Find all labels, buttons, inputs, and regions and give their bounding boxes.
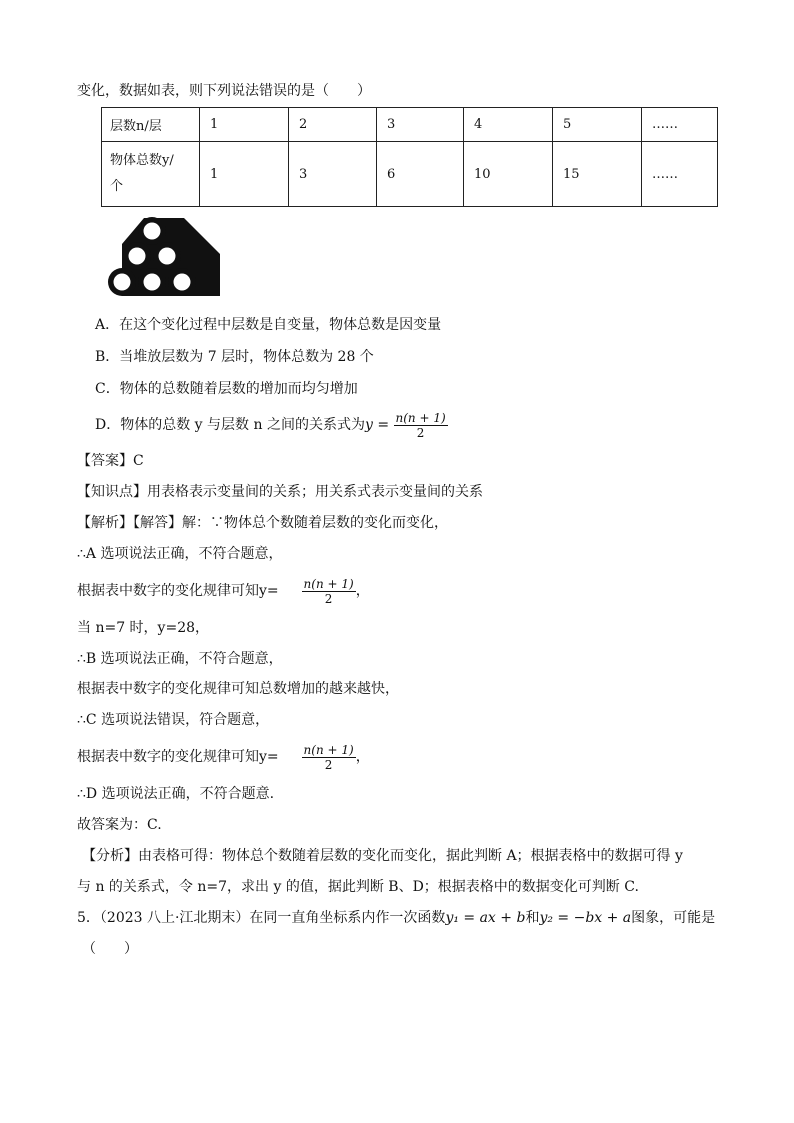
row2-header [102,142,200,207]
table-row [102,142,718,207]
table-cell: …… [642,142,718,207]
analysis-intro: 【解析】【解答】解：∵物体总个数随着层数的变化而变化， [77,515,448,531]
stacked-pipes-image [104,214,224,300]
table-cell: 5 [553,108,642,142]
analysis-text: ， [355,583,370,599]
table-cell: …… [642,108,718,142]
question-5-function-1: y₁ = ax + b [445,910,526,926]
fraction-denominator: 2 [324,591,333,606]
analysis-line: 当 n=7 时，y=28， [77,620,210,636]
row2-header-line1: 物体总数y/ [110,153,174,168]
table-row [102,108,718,142]
option-d-formula-lhs: y = [364,417,390,433]
table-cell: 2 [289,108,377,142]
analysis-fraction [302,743,356,772]
answer-label: 【答案】 [77,453,133,469]
analysis-line [77,573,370,609]
question-5-text: 和 [525,910,540,926]
answer-line [77,451,144,471]
question-5 [77,908,715,928]
option-d-text: D．物体的总数 y 与层数 n 之间的关系式为 [95,417,365,433]
option-b: B．当堆放层数为 7 层时，物体总数为 28 个 [95,349,374,365]
analysis-line: 根据表中数字的变化规律可知总数增加的越来越快， [77,681,399,697]
fraction-numerator: n(n + 1) [303,576,354,591]
fenxi-line: 与 n 的关系式，令 n=7，求出 y 的值，据此判断 B、D；根据表格中的数据变化可判断 C. [77,879,639,895]
analysis-line: ∴C 选项说法错误，符合题意， [77,712,270,728]
analysis-line: 故答案为：C. [77,817,162,833]
analysis-text: 根据表中数字的变化规律可知y= [77,583,279,599]
table-cell: 3 [377,108,464,142]
fraction-numerator: n(n + 1) [303,742,354,757]
analysis-text: ， [355,749,370,765]
option-c: C．物体的总数随着层数的增加而均匀增加 [95,381,358,397]
analysis-line: ∴B 选项说法正确，不符合题意， [77,651,283,667]
option-a: A．在这个变化过程中层数是自变量，物体总数是因变量 [95,317,442,333]
question-5-text: 图象，可能是 [631,910,716,926]
table-cell: 4 [464,108,553,142]
knowledge-value: 用表格表示变量间的关系；用关系式表示变量间的关系 [147,484,483,500]
table-cell: 6 [377,142,464,207]
question-5-text: 5．（2023 八上·江北期末）在同一直角坐标系内作一次函数 [77,910,446,926]
analysis-fraction [302,577,356,606]
table-cell: 10 [464,142,553,207]
knowledge-label: 【知识点】 [77,484,147,500]
data-table [101,107,718,207]
table-cell: 15 [553,142,642,207]
row2-header-line2: 个 [110,179,124,194]
fraction-denominator: 2 [416,425,425,440]
intro-text: 变化，数据如表，则下列说法错误的是（ ） [77,83,371,99]
option-d [95,408,448,442]
row1-header: 层数n/层 [102,108,200,142]
analysis-text: 根据表中数字的变化规律可知y= [77,749,279,765]
knowledge-line [77,482,483,502]
analysis-line: ∴A 选项说法正确，不符合题意， [77,546,283,562]
analysis-line [77,739,370,775]
table-cell: 3 [289,142,377,207]
fraction-numerator: n(n + 1) [395,410,446,425]
question-5-blank: （ ） [82,941,138,957]
answer-value: C [133,453,144,469]
question-5-function-2: y₂ = −bx + a [539,910,632,926]
option-d-fraction [394,411,448,440]
table-cell: 1 [200,142,289,207]
fenxi-line: 【分析】由表格可得：物体总个数随着层数的变化而变化，据此判断 A；根据表格中的数据可得 y [82,848,683,864]
analysis-line: ∴D 选项说法正确，不符合题意. [77,786,275,802]
fraction-denominator: 2 [324,757,333,772]
table-cell: 1 [200,108,289,142]
